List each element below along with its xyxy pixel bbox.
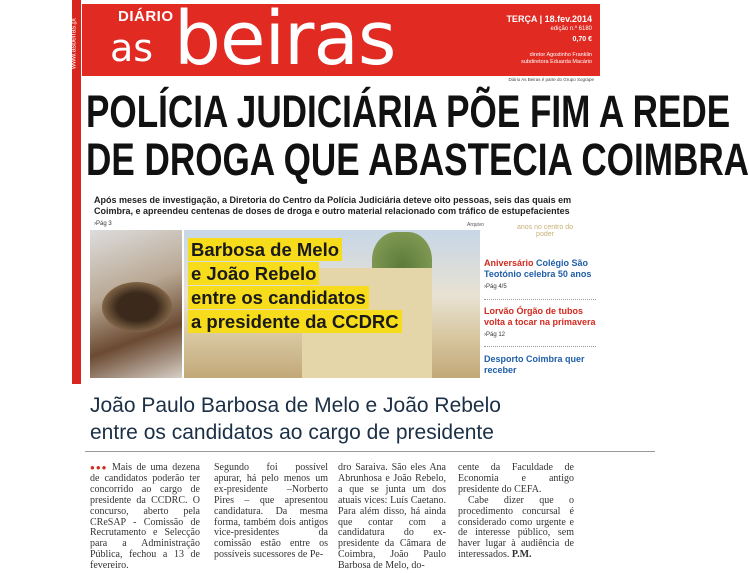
sidebar-divider bbox=[484, 346, 596, 347]
masthead-beiras: beiras bbox=[174, 0, 396, 82]
sidebar-page-ref: ›Pág 4/5 bbox=[484, 284, 507, 290]
sidebar-category: Desporto bbox=[484, 354, 524, 364]
column-paragraph bbox=[458, 496, 574, 561]
column-text: Cabe dizer que o procedimento concursal é considerado como urgente e de interesse público, sem haver lugar à audiência de interessados. bbox=[458, 494, 574, 561]
article-column-3 bbox=[338, 463, 446, 572]
article-title-line: João Paulo Barbosa de Melo e João Rebelo bbox=[90, 394, 501, 417]
article-divider bbox=[85, 451, 655, 452]
column-text: Mais de uma dezena de candidatos poderão ter concorrido ao cargo de presidente da CCDRC. O concurso, aberto pela CReSAP - Comissão de Recrutamento e Selecção para a Administração Pública, fechou a 13 de fevereiro. bbox=[90, 462, 200, 572]
director-line: diretor Agostinho Franklin bbox=[529, 52, 592, 58]
masthead-price: 0,70 € bbox=[572, 36, 592, 43]
article-column-2 bbox=[214, 463, 328, 561]
sidebar-page-ref: ›Pág 12 bbox=[484, 332, 506, 338]
article-column-4 bbox=[458, 463, 574, 561]
drug-bowl bbox=[102, 282, 172, 332]
sidebar-text: Coimbra quer receber bbox=[484, 354, 585, 375]
sidebar-item bbox=[484, 258, 598, 293]
side-strip bbox=[72, 0, 81, 384]
sidebar-category: Lorvão bbox=[484, 306, 515, 316]
photo-credit: Arquivo bbox=[467, 222, 484, 228]
subdirector-line: subdiretora Eduarda Macário bbox=[521, 59, 592, 65]
masthead-date: TERÇA | 18.fev.2014 bbox=[506, 14, 592, 24]
story-line: e João Rebelo bbox=[188, 262, 319, 285]
masthead-edition: edição n.º 6180 bbox=[550, 26, 592, 32]
front-headline bbox=[86, 86, 749, 185]
article-title bbox=[90, 392, 650, 446]
masthead-director bbox=[521, 52, 592, 66]
masthead-diario: DIÁRIO bbox=[118, 8, 174, 25]
masthead-as: as bbox=[110, 26, 154, 70]
sidebar-category: Aniversário bbox=[484, 258, 534, 268]
side-url: www.asbeiras.pt bbox=[70, 18, 78, 69]
sidebar-text: Órgão de tubos volta a tocar na primavera bbox=[484, 306, 596, 327]
headline-line: POLÍCIA JUDICIÁRIA PÕE FIM A REDE bbox=[86, 86, 731, 137]
column-text: dro Saraiva. São eles Ana Abrunhosa e João Rebelo, a que se junta um dos atuais vices: Luís Caetano. Para além disso, há ainda que contar com a candidatura do ex-presidente da Câmara de Coimbra, João Paulo Barbosa de Melo, do- bbox=[338, 462, 446, 572]
story-highlight bbox=[188, 238, 402, 334]
front-page-image bbox=[70, 0, 749, 384]
anniversary-logo: anos no centro do poder bbox=[516, 224, 574, 238]
story-line: Barbosa de Melo bbox=[188, 238, 342, 261]
lead-page-ref: ›Pág 3 bbox=[94, 221, 112, 227]
sidebar-text: Colégio São Teotónio celebra 50 anos bbox=[484, 258, 592, 279]
article-column-1 bbox=[90, 463, 200, 572]
headline-line: DE DROGA QUE ABASTECIA COIMBRA bbox=[86, 134, 749, 185]
author-signature: P.M. bbox=[511, 549, 532, 561]
bullet-dots-icon: ●●● bbox=[90, 463, 108, 472]
story-line: entre os candidatos bbox=[188, 286, 369, 309]
masthead-credit: Diário As Beiras é parte do Grupo Sogrape bbox=[508, 77, 594, 82]
lead-body: Após meses de investigação, a Diretoria do Centro da Polícia Judiciária deteve oito pessoas, seis das quais em Coimbra, e apreendeu centenas de doses de droga e outro material relacionado com tráfico de estupefacientes bbox=[94, 195, 572, 216]
column-text: Segundo foi possível apurar, há pelo menos um ex-presidente –Norberto Pires – que apresentou candidatura. Da mesma forma, também dois antigos vice-presidentes da comissão estão entre os possíveis sucessores de Pe- bbox=[214, 462, 328, 561]
story-line: a presidente da CCDRC bbox=[188, 310, 402, 333]
sidebar-item bbox=[484, 354, 598, 376]
article-title-line: entre os candidatos ao cargo de presidente bbox=[90, 421, 494, 444]
column-text: cente da Faculdade de Economia e antigo presidente do CEFA. bbox=[458, 462, 574, 495]
sidebar-item bbox=[484, 306, 598, 341]
sidebar-divider bbox=[484, 299, 596, 300]
